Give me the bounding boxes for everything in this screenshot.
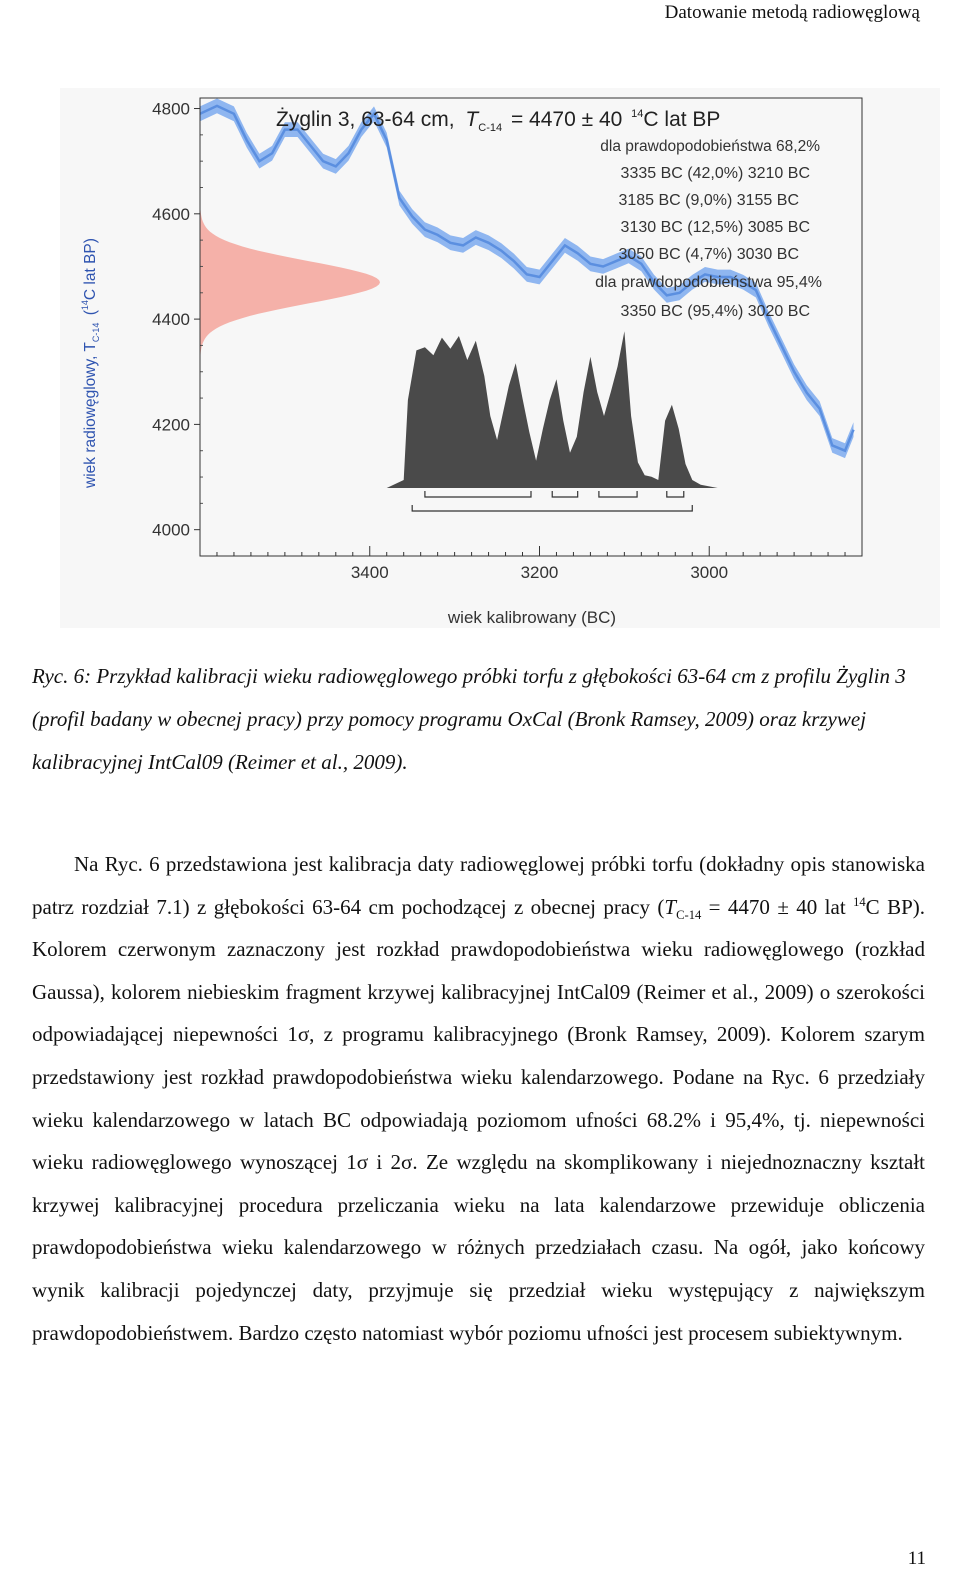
legend-68-row-1: 3335 BC (42,0%) 3210 BC <box>620 165 810 182</box>
calibration-figure <box>0 0 960 640</box>
paragraph-1-part-a: Na Ryc. 6 przedstawiona jest kalibracja daty radiowęglowej próbki torfu (dokładny opis stanowiska patrz rozdział 7.1) z głębokości 63-64 cm pochodzącej z obecnej pracy ( <box>32 852 925 919</box>
x-tick-label-3000: 3000 <box>690 563 729 582</box>
figure-caption <box>32 655 927 784</box>
paragraph-1 <box>32 843 925 1354</box>
t-symbol: T <box>664 894 677 919</box>
y-tick-label-4400: 4400 <box>152 310 190 330</box>
chart-title: Żyglin 3, 63-64 cm, $T_{C-14}$ = 4470 ± 40 $^{14}$C lat BP <box>276 108 721 134</box>
y-tick-label-4200: 4200 <box>152 415 190 435</box>
t-subscript: C-14 <box>676 907 702 922</box>
c14-superscript: 14 <box>853 894 866 909</box>
page-number: 11 <box>907 1548 926 1569</box>
legend-68-row-2: 3185 BC (9,0%) 3155 BC <box>618 192 799 209</box>
y-tick-label-4000: 4000 <box>152 520 190 540</box>
running-header: Datowanie metodą radiowęglową <box>664 2 920 23</box>
legend-95-row-1: 3350 BC (95,4%) 3020 BC <box>620 303 810 320</box>
paragraph-1-part-c: C BP). Kolorem czerwonym zaznaczony jest rozkład prawdopodobieństwa wieku radiowęglowego (rozkład Gaussa), kolorem niebieskim fragment krzywej kalibracyjnej IntCal09 (Reimer et al., 2009) o szerokości odpowiadającej niepewności 1σ, z programu kalibracyjnego (Bronk Ramsey, 2009). Kolorem szarym przedstawiony jest rozkład prawdopodobieństwa wieku kalendarzowego. Podane na Ryc. 6 przedziały wieku kalendarzowego w latach BC odpowiadają poziomom ufności 68.2% i 95,4%, tj. niepewności wieku radiowęglowego wynoszącej 1σ i 2σ. Ze względu na skomplikowany i niejednoznaczny kształt krzywej kalibracyjnej procedura przeliczania wieku na lata kalendarzowe przewiduje obliczenia prawdopodobieństwa wieku kalendarzowego w różnych przedziałach czasu. Na ogół, jako końcowy wynik kalibracji pojedynczej daty, przyjmuje się przedział wieku występujący z największym prawdopodobieństwem. Bardzo często natomiast wybór poziomu ufności jest procesem subiektywnym. <box>32 894 925 1345</box>
legend-68-row-3: 3130 BC (12,5%) 3085 BC <box>620 219 810 236</box>
calibration-chart <box>0 0 960 640</box>
legend-68-row-4: 3050 BC (4,7%) 3030 BC <box>618 246 799 263</box>
y-tick-label-4800: 4800 <box>152 99 190 119</box>
legend-95-heading: dla prawdopodobieństwa 95,4% <box>595 274 822 291</box>
x-tick-label-3400: 3400 <box>350 563 389 582</box>
x-tick-label-3200: 3200 <box>520 563 559 582</box>
caption-text: Ryc. 6: Przykład kalibracji wieku radiowęglowego próbki torfu z głębokości 63-64 cm z profilu Żyglin 3 (profil badany w obecnej pracy) przy pomocy programu OxCal (Bronk Ramsey, 2009) oraz krzywej kalibracyjnej IntCal09 (Reimer et al., 2009). <box>32 664 906 774</box>
body-paragraph <box>32 843 925 1354</box>
paragraph-1-part-b: = 4470 ± 40 lat <box>701 894 854 919</box>
y-axis-label: wiek radiowęglowy, $T_{C-14}$ ($^{14}$C lat BP) <box>80 238 101 488</box>
legend-68-heading: dla prawdopodobieństwa 68,2% <box>600 138 820 155</box>
x-axis-label: wiek kalibrowany (BC) <box>447 608 617 627</box>
y-tick-label-4600: 4600 <box>152 204 190 224</box>
